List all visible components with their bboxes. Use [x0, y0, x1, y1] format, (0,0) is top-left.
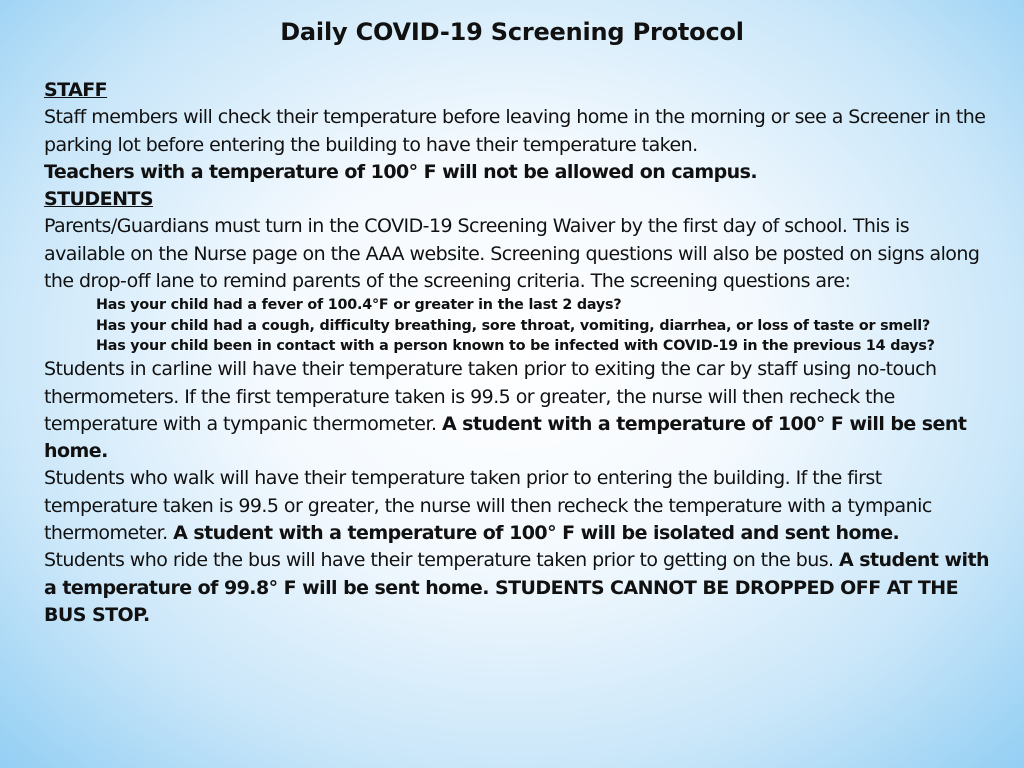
screening-question: Has your child had a cough, difficulty breathing, sore throat, vomiting, diarrhea, or loss of taste or smell?	[96, 317, 931, 334]
walk-paragraph	[44, 465, 992, 547]
carline-text: Students in carline will have their temperature taken prior to exiting the car by staff using no-touch thermometers. If the first temperature taken is 99.5 or greater, the nurse will then recheck the temperature with a tympanic thermometer.	[44, 358, 937, 435]
bus-text: Students who ride the bus will have their temperature taken prior to getting on the bus.	[44, 549, 840, 572]
staff-section	[44, 77, 992, 186]
screening-question: Has your child had a fever of 100.4°F or greater in the last 2 days?	[96, 297, 622, 314]
carline-rule: A student with a temperature of 100° F will be sent home.	[44, 412, 967, 463]
walk-rule: A student with a temperature of 100° F will be isolated and sent home.	[173, 522, 900, 545]
students-section	[44, 186, 992, 629]
bus-rule: A student with a temperature of 99.8° F will be sent home. STUDENTS CANNOT BE DROPPED OFF AT THE BUS STOP.	[44, 549, 989, 626]
bus-paragraph	[44, 547, 992, 629]
staff-heading: STAFF	[44, 79, 108, 101]
screening-questions	[44, 295, 992, 356]
slide-body	[44, 77, 992, 629]
walk-text: Students who walk will have their temperature taken prior to entering the building. If the first temperature taken is 99.5 or greater, the nurse will then recheck the temperature with a tympanic thermometer.	[44, 467, 932, 545]
page-title: Daily COVID-19 Screening Protocol	[280, 18, 744, 46]
staff-instructions	[44, 104, 992, 186]
carline-paragraph	[44, 356, 992, 465]
students-intro: Parents/Guardians must turn in the COVID-19 Screening Waiver by the first day of school. This is available on the Nurse page on the AAA website. Screening questions will also be posted on signs along the drop-off lane to remind parents of the screening criteria. The screening questions are:	[44, 215, 980, 293]
screening-question: Has your child been in contact with a person known to be infected with COVID-19 in the previous 14 days?	[96, 337, 935, 354]
staff-temperature-rule: Teachers with a temperature of 100° F will not be allowed on campus.	[44, 160, 758, 183]
students-heading: STUDENTS	[44, 188, 153, 211]
staff-text: Staff members will check their temperature before leaving home in the morning or see a Screener in the parking lot before entering the building to have their temperature taken.	[44, 106, 986, 156]
